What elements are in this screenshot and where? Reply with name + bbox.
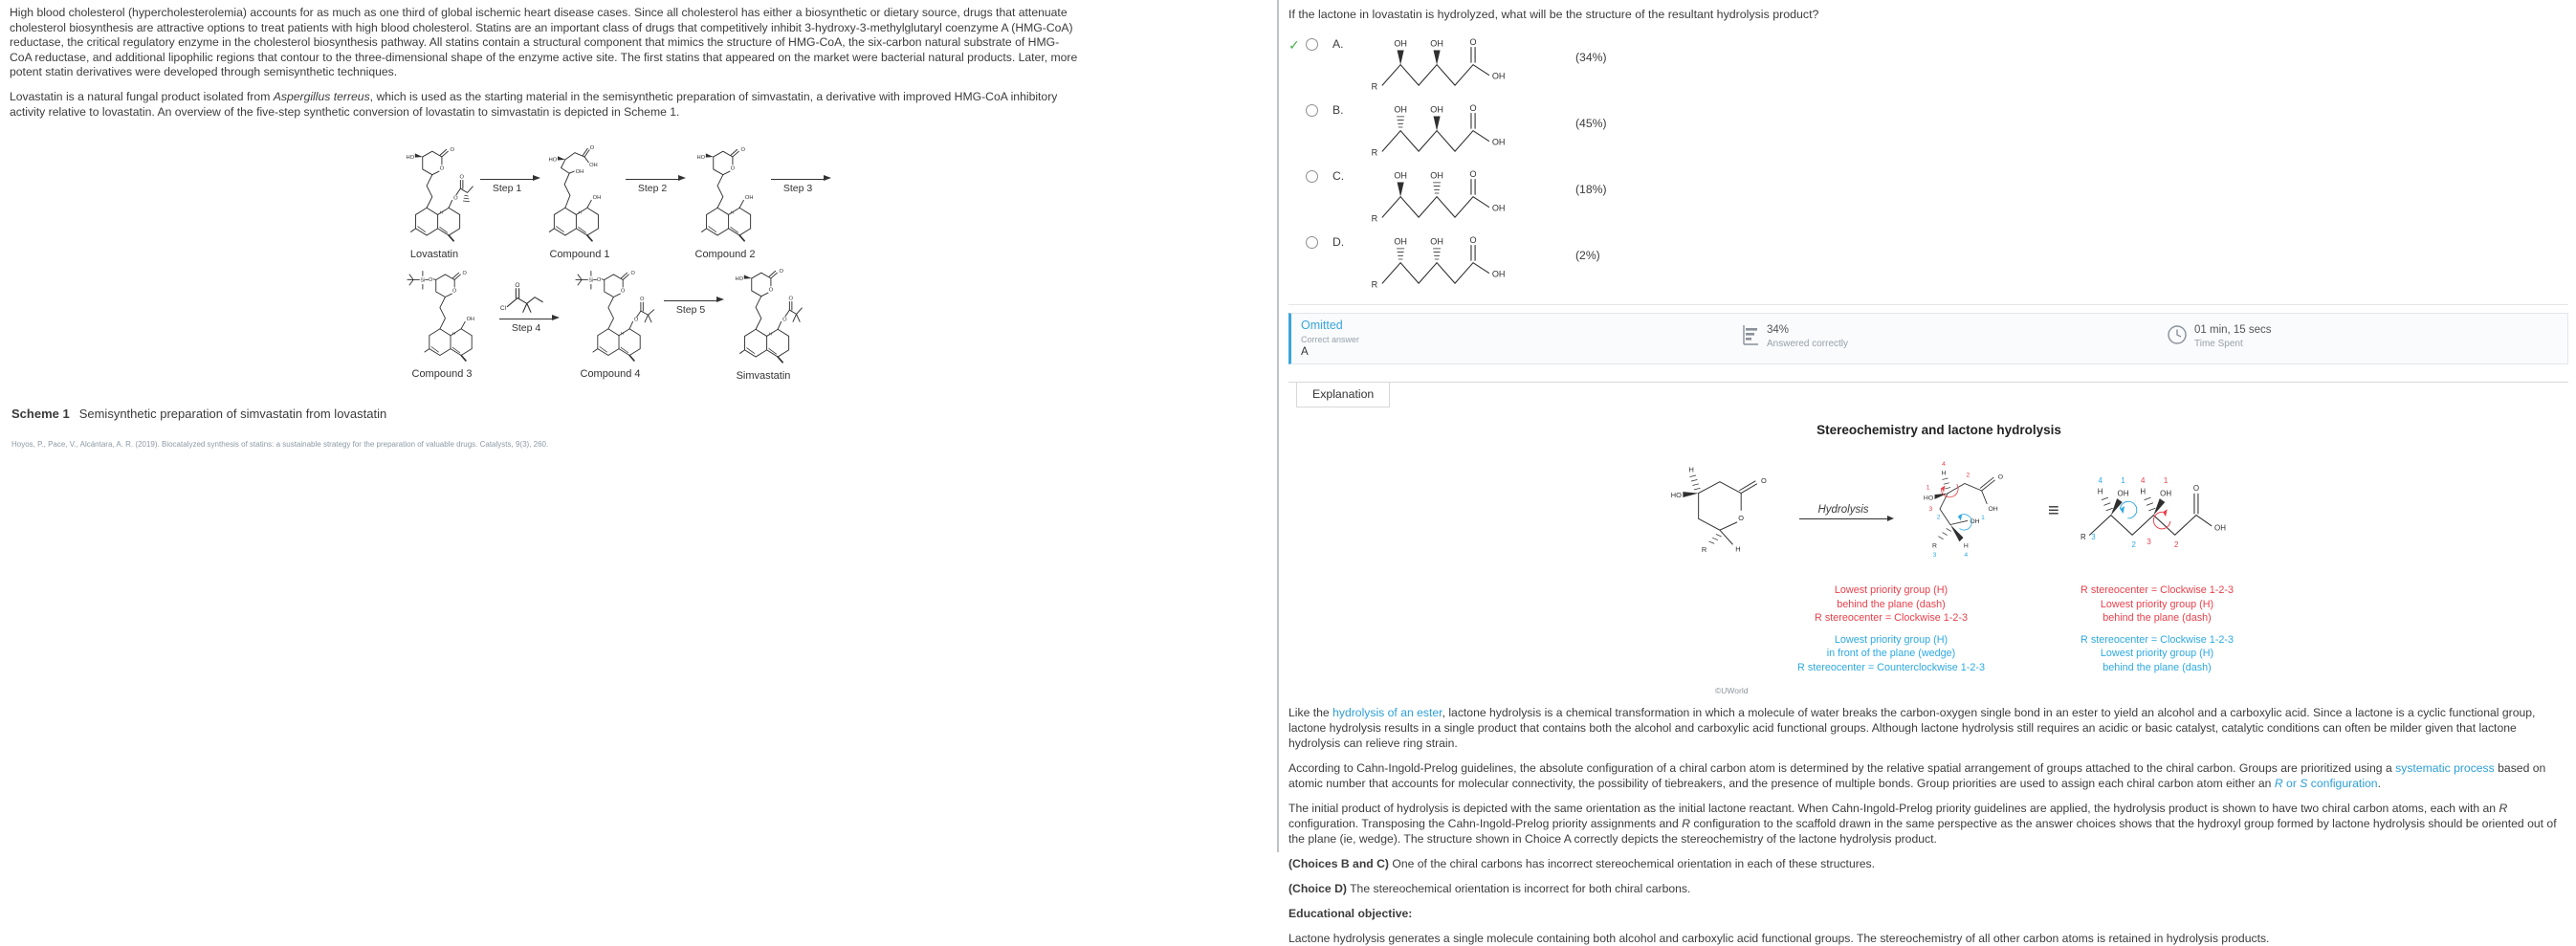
step-5-arrow: Step 5	[664, 300, 717, 316]
hydrolysis-arrow: Hydrolysis	[1799, 504, 1887, 519]
svg-text:O: O	[1469, 103, 1477, 114]
step-4-arrow: Cl O Step 4	[495, 282, 557, 334]
svg-text:O: O	[1760, 476, 1767, 486]
answer-choices	[1288, 36, 2568, 298]
svg-text:OH: OH	[1970, 518, 1980, 526]
svg-text:O: O	[2192, 483, 2199, 493]
choice-b-radio[interactable]	[1306, 104, 1318, 117]
scheme-figure	[392, 144, 890, 382]
svg-text:H: H	[1688, 465, 1694, 474]
choice-d-percent: (2%)	[1575, 249, 1600, 262]
explanation-paragraph-2: According to Cahn-Ingold-Prelog guidelines, the absolute configuration of a chiral carbon atom is determined by the relative spatial arrangement of groups attached to the chiral carbon. Groups are prioritized using a systematic process based on atomic number that accounts for molecular connectivity, the possibility of tiebreakers, and the presence of multiple bonds. Group priorities are used to assign each chiral carbon atom either an R or S configuration.	[1288, 761, 2546, 790]
choice-c-letter: C.	[1332, 169, 1345, 183]
svg-text:4: 4	[1942, 461, 1946, 469]
svg-text:2: 2	[2173, 539, 2179, 549]
step-2-arrow: Step 2	[626, 179, 679, 194]
correct-answer-value: A	[1301, 346, 1309, 358]
svg-text:OH: OH	[2213, 523, 2226, 532]
svg-text:OH: OH	[1394, 38, 1407, 49]
svg-text:4: 4	[1964, 551, 1969, 559]
structure-compound-3: O Si OH Compound 3	[392, 268, 492, 380]
svg-text:O: O	[1738, 513, 1745, 522]
svg-text:OH: OH	[1491, 137, 1506, 147]
explanation-choices-bc: (Choices B and C) One of the chiral carbons has incorrect stereochemical orientation in each of these structures.	[1288, 857, 1876, 870]
choice-c-percent: (18%)	[1575, 183, 1607, 196]
explanation-section	[1288, 423, 2568, 946]
svg-text:O: O	[1997, 473, 2004, 481]
svg-text:OH: OH	[1430, 236, 1443, 247]
result-box	[1288, 313, 2568, 364]
svg-text:O: O	[788, 296, 794, 302]
blue-annotation-right: R stereocenter = Clockwise 1-2-3 Lowest priority group (H) behind the plane (dash)	[2081, 633, 2234, 673]
time-spent-label: Time Spent	[2194, 339, 2243, 349]
red-annotation-left: Lowest priority group (H) behind the plane (dash) R stereocenter = Clockwise 1-2-3	[1815, 584, 1968, 624]
rs-configuration-link[interactable]: R or S configuration	[2274, 777, 2378, 790]
svg-text:O: O	[453, 195, 458, 202]
scheme-row-2	[392, 266, 890, 382]
svg-text:1: 1	[2120, 475, 2125, 485]
svg-text:HO: HO	[696, 155, 706, 162]
choice-row-d[interactable]	[1288, 234, 2568, 298]
percent-correct-label: Answered correctly	[1767, 339, 1849, 349]
svg-text:O: O	[633, 317, 639, 323]
svg-text:OH: OH	[1394, 104, 1407, 115]
explanation-choice-d: (Choice D) The stereochemical orientation is incorrect for both chiral carbons.	[1288, 882, 1691, 895]
svg-text:OH: OH	[2159, 489, 2171, 498]
svg-text:O: O	[459, 174, 465, 181]
svg-text:O: O	[429, 277, 433, 284]
svg-text:OH: OH	[592, 195, 602, 202]
hydrolysis-product-structure	[1901, 447, 2035, 576]
svg-text:1: 1	[1981, 515, 1985, 522]
tab-bar	[1288, 382, 2568, 407]
passage-paragraph-2: Lovastatin is a natural fungal product isolated from Aspergillus terreus, which is used as the starting material in the semisynthetic preparation of simvastatin, a derivative with improved HMG-CoA inhibitory activity relative to lovastatin. An overview of the five-step synthetic conversion of lovastatin to simvastatin is depicted in Scheme 1.	[10, 89, 1058, 119]
svg-text:Cl: Cl	[499, 304, 507, 312]
structure-compound-1: OH Compound 1	[538, 144, 622, 260]
svg-text:3: 3	[2147, 537, 2151, 546]
svg-text:O: O	[1469, 169, 1477, 180]
step-3-arrow: Step 3	[771, 179, 825, 194]
lovastatin-drawing	[392, 144, 476, 248]
svg-text:3: 3	[1932, 551, 1937, 559]
compound-4-drawing	[561, 268, 660, 367]
educational-objective-text: Lactone hydrolysis generates a single molecule containing both alcohol and carboxylic acid functional groups. The stereochemistry of all other carbon atoms is retained in hydrolysis products.	[1288, 932, 2270, 945]
scheme-row-1	[392, 144, 890, 260]
svg-text:OH: OH	[2117, 489, 2129, 498]
svg-text:1: 1	[1926, 484, 1930, 492]
choice-b-letter: B.	[1332, 103, 1344, 117]
choice-row-c[interactable]	[1288, 168, 2568, 232]
svg-text:O: O	[782, 317, 787, 323]
explanation-paragraph-3: The initial product of hydrolysis is depicted with the same orientation as the initial lactone reactant. When Cahn-Ingold-Prelog priority guidelines are applied, the hydrolysis product is shown to have two chiral carbon atoms, each with an R configuration. Transposing the Cahn-Ingold-Prelog priority assignments and R configuration to the scaffold drawn in the same perspective as the answer choices shows that the hydroxyl group formed by lactone hydrolysis should be oriented out of the plane (ie, wedge). The structure shown in Choice A correctly depicts the stereochemistry of the lactone hydrolysis product.	[1288, 802, 2557, 846]
svg-text:OH: OH	[466, 316, 474, 322]
compound-3-drawing	[392, 268, 492, 367]
structure-compound-2: HO OH Compound 2	[683, 144, 767, 260]
choice-a-percent: (34%)	[1575, 51, 1607, 64]
step-1-arrow: Step 1	[480, 179, 534, 194]
redrawn-product-structure	[2073, 460, 2259, 563]
svg-text:2: 2	[1966, 472, 1971, 479]
svg-text:O: O	[515, 281, 520, 289]
uworld-copyright: ©UWorld	[1715, 686, 1749, 695]
svg-text:R: R	[1371, 147, 1378, 158]
red-annotation-right: R stereocenter = Clockwise 1-2-3 Lowest priority group (H) behind the plane (dash)	[2081, 584, 2234, 624]
answered-correctly-stat	[1741, 324, 1848, 349]
svg-text:H: H	[2140, 486, 2146, 495]
question-panel	[1281, 0, 2576, 945]
choice-b-percent: (45%)	[1575, 117, 1607, 130]
red-annotations	[1767, 583, 2568, 626]
question-text: If the lactone in lovastatin is hydrolyzed, what will be the structure of the resultant hydrolysis product?	[1288, 8, 1819, 21]
explanation-paragraph-1: Like the hydrolysis of an ester, lactone hydrolysis is a chemical transformation in which a molecule of water breaks the carbon-oxygen single bond in an ester to yield an alcohol and a carboxylic acid. Since a lactone is a cyclic functional group, lactone hydrolysis results in a single product that contains both the alcohol and carboxylic acid functional groups. Although lactone hydrolysis still requires an acidic or basic catalyst, catalytic conditions can often be milder given that lactone hydrolysis can relieve ring strain.	[1288, 706, 2536, 750]
time-spent-value: 01 min, 15 secs	[2194, 324, 2272, 336]
svg-text:R: R	[1371, 81, 1378, 92]
svg-text:2: 2	[2131, 539, 2136, 549]
svg-text:OH: OH	[1394, 170, 1407, 181]
svg-text:H: H	[1963, 542, 1969, 550]
svg-text:R: R	[1701, 545, 1707, 555]
choice-row-b[interactable]	[1288, 102, 2568, 166]
svg-text:O: O	[1469, 37, 1477, 48]
ester-hydrolysis-link[interactable]: hydrolysis of an ester	[1332, 706, 1442, 719]
svg-text:HO: HO	[406, 155, 415, 162]
choice-c-structure	[1365, 168, 1523, 231]
compound-1-drawing	[538, 144, 622, 248]
choice-d-letter: D.	[1332, 235, 1345, 249]
blue-annotations	[1767, 633, 2568, 675]
systematic-process-link[interactable]: systematic process	[2395, 761, 2495, 775]
time-spent-stat	[2167, 324, 2272, 349]
choice-row-a[interactable]	[1288, 36, 2568, 100]
svg-text:4: 4	[2098, 475, 2103, 485]
choice-d-structure	[1365, 234, 1523, 297]
passage-paragraph-1: High blood cholesterol (hypercholesterolemia) accounts for as much as one third of global ischemic heart disease cases. Since all cholesterol has either a biosynthetic or dietary source, drugs that attenuate cholesterol biosynthesis are attractive options to treat patients with high blood cholesterol. Statins are an important class of drugs that competitively inhibit 3-hydroxy-3-methylglutaryl coenzyme A (HMG-CoA) reductase, the critical regulatory enzyme in the cholesterol biosynthesis pathway. All statins contain a structural component that mimics the structure of HMG-CoA, the six-carbon natural substrate of HMG-CoA reductase, and additional lipophilic regions that contour to the three-dimensional shape of the enzyme active site. The first statins that appeared on the market were bacterial natural products. Later, more potent statin derivatives were developed through semisynthetic techniques.	[10, 6, 1078, 79]
svg-text:H: H	[2097, 486, 2103, 495]
svg-text:H: H	[1941, 470, 1947, 477]
clock-icon	[2167, 324, 2188, 345]
svg-text:R: R	[1371, 213, 1378, 224]
svg-text:O: O	[640, 297, 645, 303]
lactone-structure	[1662, 456, 1786, 566]
tab-explanation[interactable]: Explanation	[1296, 383, 1390, 407]
svg-text:2: 2	[1936, 514, 1941, 521]
svg-text:OH: OH	[1988, 506, 1998, 514]
acid-chloride-reagent	[495, 282, 557, 319]
choice-d-radio[interactable]	[1306, 236, 1318, 249]
stereochemistry-diagram	[1662, 447, 2568, 576]
equivalence-symbol: ≡	[2048, 500, 2059, 521]
svg-text:Si: Si	[588, 277, 594, 284]
result-section	[1288, 304, 2568, 364]
passage-panel	[0, 0, 1279, 852]
svg-text:OH: OH	[1430, 104, 1443, 115]
simvastatin-drawing	[721, 266, 805, 369]
svg-text:H: H	[1735, 544, 1741, 554]
svg-text:R: R	[1932, 542, 1937, 550]
svg-text:OH: OH	[1491, 269, 1506, 279]
svg-text:4: 4	[2140, 475, 2146, 485]
figure-title: Stereochemistry and lactone hydrolysis	[1816, 423, 2061, 437]
svg-text:OH: OH	[1394, 236, 1407, 247]
svg-text:HO: HO	[1670, 491, 1682, 500]
svg-text:3: 3	[2090, 532, 2096, 541]
svg-text:OH: OH	[1491, 203, 1506, 213]
correct-check-icon: ✓	[1288, 37, 1300, 53]
svg-text:O: O	[1469, 235, 1477, 246]
bar-chart-icon	[1741, 324, 1760, 345]
choice-b-structure	[1365, 102, 1523, 165]
structure-lovastatin: HO O O Lovastatin	[392, 144, 476, 260]
educational-objective-label: Educational objective:	[1288, 907, 1413, 920]
blue-annotation-left: Lowest priority group (H) in front of the plane (wedge) R stereocenter = Counterclockwise 1-2-3	[1797, 633, 1985, 673]
result-status: Omitted	[1301, 319, 1343, 332]
choice-a-radio[interactable]	[1306, 38, 1318, 51]
scheme-reference: Hoyos, P., Pace, V., Alcántara, A. R. (2019). Biocatalyzed synthesis of statins: a sustainable strategy for the preparation of valuable drugs. Catalysts, 9(3), 260.	[11, 440, 549, 450]
svg-text:O: O	[597, 277, 602, 284]
svg-text:1: 1	[2163, 475, 2168, 485]
scheme-caption: Scheme 1 Semisynthetic preparation of simvastatin from lovastatin	[11, 407, 387, 422]
svg-text:HO: HO	[735, 276, 744, 283]
svg-text:HO: HO	[1923, 495, 1934, 502]
svg-text:OH: OH	[1491, 71, 1506, 81]
svg-text:OH: OH	[1430, 170, 1443, 181]
svg-text:3: 3	[1928, 506, 1933, 514]
choice-a-letter: A.	[1332, 37, 1344, 51]
compound-2-drawing	[683, 144, 767, 248]
svg-text:OH: OH	[744, 195, 754, 202]
structure-simvastatin: HO O O Simvastatin	[721, 266, 805, 382]
svg-text:R: R	[2080, 532, 2086, 541]
choice-a-structure	[1365, 36, 1523, 99]
correct-answer-label: Correct answer	[1301, 335, 1360, 344]
svg-text:OH: OH	[1430, 38, 1443, 49]
structure-compound-4: O Si O O Compound 4	[561, 268, 660, 380]
explanation-text	[1288, 705, 2568, 946]
svg-text:R: R	[1371, 279, 1378, 290]
choice-c-radio[interactable]	[1306, 170, 1318, 183]
svg-text:Si: Si	[420, 277, 426, 284]
percent-correct-value: 34%	[1767, 324, 1790, 336]
